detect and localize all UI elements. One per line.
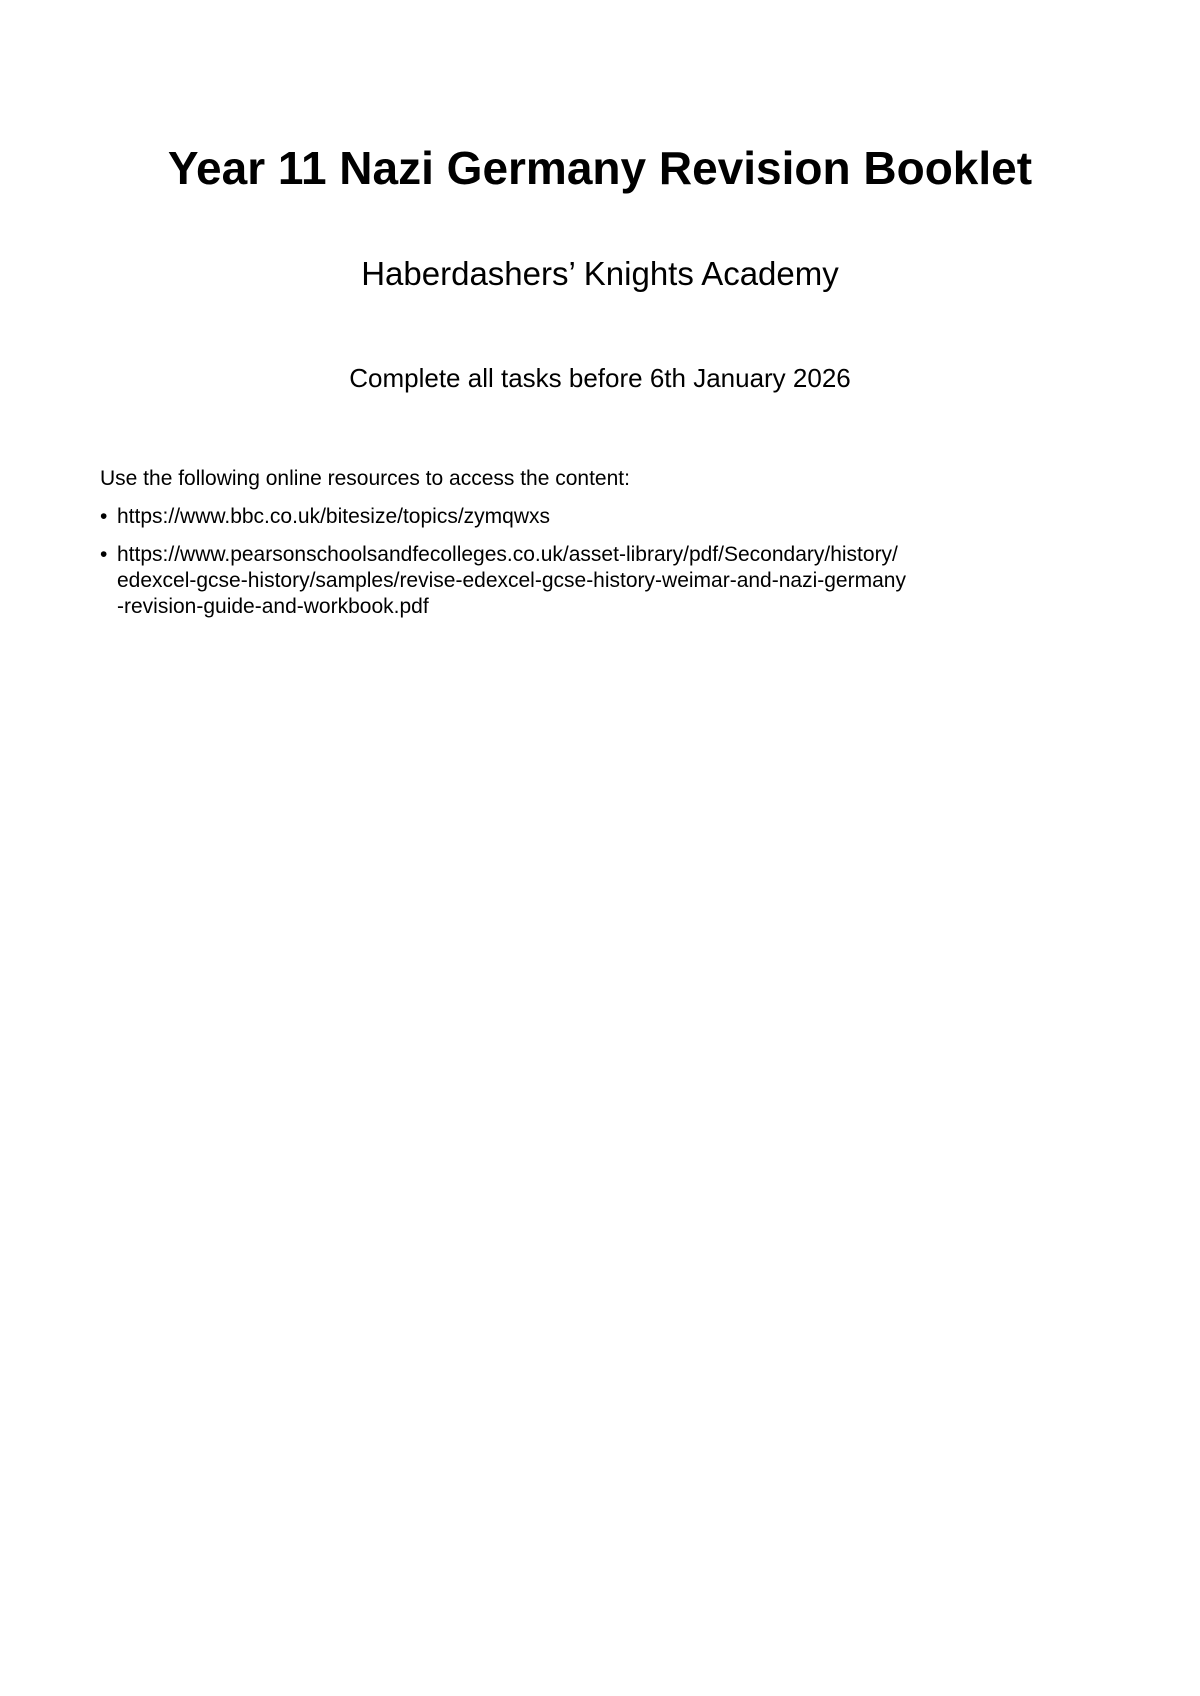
school-name: Haberdashers’ Knights Academy	[361, 255, 839, 292]
resources-section	[100, 466, 1100, 632]
resource-link-bbc[interactable]: https://www.bbc.co.uk/bitesize/topics/zymqwxs	[117, 505, 550, 528]
deadline-note: Complete all tasks before 6th January 2026	[349, 363, 851, 393]
resource-link-pearson-line-1[interactable]: https://www.pearsonschoolsandfecolleges.co.uk/asset-library/pdf/Secondary/history/	[117, 543, 898, 566]
resource-link-pearson-line-2[interactable]: edexcel-gcse-history/samples/revise-edexcel-gcse-history-weimar-and-nazi-germany	[117, 569, 906, 592]
resources-intro: Use the following online resources to access the content:	[100, 467, 630, 490]
resource-item-bbc	[100, 504, 1100, 530]
resource-item-pearson	[100, 542, 1100, 620]
resource-link-pearson-line-3[interactable]: -revision-guide-and-workbook.pdf	[117, 595, 429, 618]
document-title: Year 11 Nazi Germany Revision Booklet	[167, 142, 1033, 194]
bullet-marker: •	[100, 543, 108, 566]
resource-list	[100, 504, 1100, 620]
bullet-marker: •	[100, 505, 108, 528]
